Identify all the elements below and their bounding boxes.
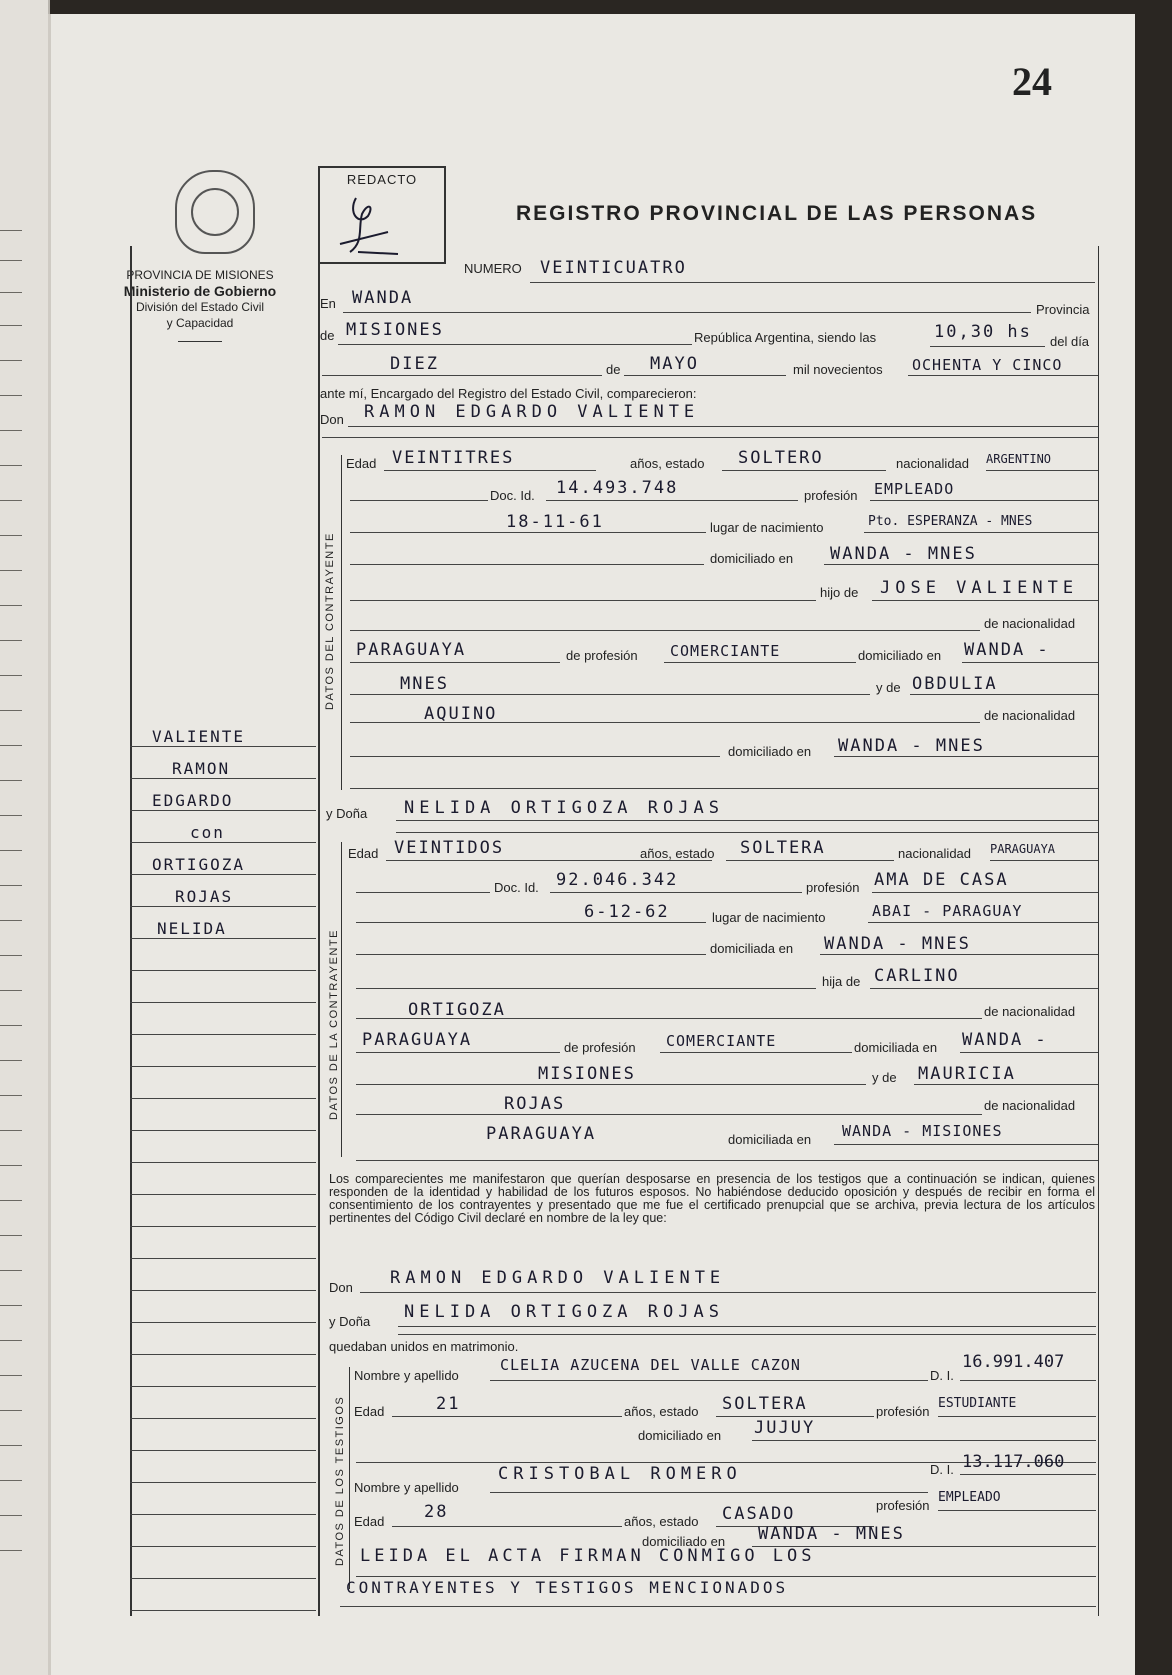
rule bbox=[396, 820, 1098, 821]
nota-linea-2: CONTRAYENTES Y TESTIGOS MENCIONADOS bbox=[346, 1578, 789, 1597]
contrayenta-madre: MAURICIA bbox=[918, 1064, 1016, 1084]
label-edad-t2: Edad bbox=[354, 1514, 385, 1529]
margin-note-line: RAMON bbox=[172, 759, 231, 778]
label-edad-2: Edad bbox=[348, 846, 379, 861]
margin-note-line: NELIDA bbox=[157, 919, 227, 938]
rule bbox=[356, 988, 816, 989]
rule bbox=[490, 1492, 928, 1493]
testigo2-domicilio: WANDA - MNES bbox=[758, 1524, 905, 1544]
testigo2-estado: CASADO bbox=[722, 1504, 796, 1524]
provincial-seal-icon bbox=[175, 170, 255, 254]
rule bbox=[356, 1114, 982, 1115]
rule bbox=[398, 1334, 1096, 1335]
acta-dia: DIEZ bbox=[390, 354, 439, 374]
section-label-testigos: DATOS DE LOS TESTIGOS bbox=[334, 1395, 346, 1566]
margin-line bbox=[130, 874, 316, 875]
page-number: 24 bbox=[1012, 59, 1052, 104]
rule bbox=[360, 1292, 1096, 1293]
contrayenta-profesion: AMA DE CASA bbox=[874, 870, 1009, 890]
contrayenta-padre2: ORTIGOZA bbox=[408, 1000, 506, 1020]
rule bbox=[350, 630, 980, 631]
contrayenta-fecha-nac: 6-12-62 bbox=[584, 902, 670, 922]
contrayenta-edad: VEINTIDOS bbox=[394, 838, 505, 858]
margin-line bbox=[130, 1418, 316, 1419]
label-hijo: hijo de bbox=[820, 585, 859, 600]
margin-line bbox=[130, 1130, 316, 1131]
register-title: REGISTRO PROVINCIAL DE LAS PERSONAS bbox=[516, 202, 1038, 225]
division-line-2: y Capacidad bbox=[166, 316, 234, 330]
contrayenta-domicilio: WANDA - MNES bbox=[824, 934, 971, 954]
contrayenta-padre-prof: COMERCIANTE bbox=[666, 1032, 777, 1050]
rule bbox=[868, 922, 1098, 923]
rule bbox=[624, 375, 786, 376]
label-di-2: D. I. bbox=[930, 1462, 954, 1477]
rule bbox=[930, 346, 1045, 347]
label-numero: NUMERO bbox=[464, 261, 522, 276]
testigo1-di: 16.991.407 bbox=[962, 1352, 1065, 1372]
label-lugar: lugar de nacimiento bbox=[710, 520, 824, 535]
contrayente-fecha-nac: 18-11-61 bbox=[506, 512, 604, 532]
rule bbox=[938, 1510, 1096, 1511]
rule bbox=[356, 954, 706, 955]
label-hija: hija de bbox=[822, 974, 861, 989]
ministry-name: Ministerio de Gobierno bbox=[123, 283, 277, 299]
redacto-stamp bbox=[318, 166, 446, 264]
label-domiciliado-en: domiciliado en bbox=[858, 648, 942, 663]
label-en: En bbox=[320, 296, 336, 311]
testigo1-estado: SOLTERA bbox=[722, 1394, 808, 1414]
declaration-paragraph: Los comparecientes me manifestaron que querían desposarse en presencia de los testigos que a continuación se indican, quienes responden de la identidad y habilidad de los futuros esposos. No habiéndose deducido oposición y después de recibir en forma el consentimiento de los contrayentes y presentado que me fue el certificado prenupcial que se archiva, previa lectura de los artículos pertinentes del Código Civil declaré en nombre de la ley que: bbox=[329, 1172, 1095, 1225]
label-y-de: y de bbox=[876, 680, 901, 695]
testigo1-domicilio: JUJUY bbox=[754, 1418, 816, 1438]
contrayente-madre: OBDULIA bbox=[912, 674, 998, 694]
contrayente-madre2: AQUINO bbox=[424, 704, 498, 724]
contrayente-nacionalidad: ARGENTINO bbox=[986, 452, 1052, 466]
margin-line bbox=[130, 1034, 316, 1035]
margin-line bbox=[130, 1546, 316, 1547]
label-edad: Edad bbox=[346, 456, 377, 471]
rule bbox=[350, 662, 560, 663]
label-profesion-t1: profesión bbox=[876, 1404, 930, 1419]
testigos-box-line bbox=[349, 1367, 350, 1589]
margin-line bbox=[130, 842, 316, 843]
province-name: PROVINCIA DE MISIONES bbox=[126, 268, 274, 282]
rule bbox=[960, 1474, 1096, 1475]
testigo1-edad: 21 bbox=[436, 1394, 461, 1414]
acta-mes: MAYO bbox=[650, 354, 699, 374]
nota-linea-1: LEIDA EL ACTA FIRMAN CONMIGO LOS bbox=[360, 1546, 816, 1566]
contrayenta-padre-dom: WANDA - bbox=[962, 1030, 1048, 1050]
margin-line bbox=[130, 938, 316, 939]
margin-note-line: VALIENTE bbox=[152, 727, 246, 746]
rule bbox=[356, 1160, 1098, 1161]
testigo2-edad: 28 bbox=[424, 1502, 449, 1522]
margin-note-line: con bbox=[190, 823, 225, 842]
rule bbox=[834, 1144, 1098, 1145]
contrayente-nombre: RAMON EDGARDO VALIENTE bbox=[364, 402, 700, 422]
rule bbox=[962, 662, 1098, 663]
label-del-dia: del día bbox=[1050, 334, 1090, 349]
declaracion-don: RAMON EDGARDO VALIENTE bbox=[390, 1268, 726, 1288]
rule bbox=[340, 1606, 1096, 1607]
label-domiciliada: domiciliada en bbox=[710, 941, 794, 956]
rule bbox=[910, 694, 1098, 695]
margin-line bbox=[130, 970, 316, 971]
label-dona: y Doña bbox=[326, 806, 368, 821]
rule bbox=[986, 470, 1098, 471]
acta-hora: 10,30 hs bbox=[934, 322, 1032, 342]
contrayente-box-line bbox=[341, 455, 342, 790]
margin-line bbox=[130, 906, 316, 907]
margin-line bbox=[130, 1258, 316, 1259]
label-domiciliada-madre: domiciliada en bbox=[728, 1132, 812, 1147]
label-provincia: Provincia bbox=[1036, 302, 1090, 317]
label-edad-t1: Edad bbox=[354, 1404, 385, 1419]
label-anos-estado: años, estado bbox=[630, 456, 705, 471]
rule bbox=[546, 500, 798, 501]
label-ante: ante mí, Encargado del Registro del Estado Civil, comparecieron: bbox=[320, 386, 697, 401]
testigo2-profesion: EMPLEADO bbox=[938, 1490, 1001, 1505]
label-anos-estado-2: años, estado bbox=[640, 846, 715, 861]
rule bbox=[908, 375, 1098, 376]
contrayenta-padre: CARLINO bbox=[874, 966, 960, 986]
rule bbox=[350, 694, 870, 695]
contrayenta-lugar-nac: ABAI - PARAGUAY bbox=[872, 902, 1023, 920]
rule bbox=[356, 1084, 866, 1085]
rule bbox=[322, 437, 1098, 438]
label-de-mes: de bbox=[606, 362, 621, 377]
label-profesion-2: profesión bbox=[806, 880, 860, 895]
declaracion-dona: NELIDA ORTIGOZA ROJAS bbox=[404, 1302, 724, 1322]
label-de-nacionalidad-4: de nacionalidad bbox=[984, 1098, 1076, 1113]
contrayente-padre: JOSE VALIENTE bbox=[880, 578, 1079, 598]
label-domiciliada-en: domiciliada en bbox=[854, 1040, 938, 1055]
margin-line bbox=[130, 1194, 316, 1195]
margin-line bbox=[130, 1002, 316, 1003]
rule bbox=[960, 1380, 1096, 1381]
label-domiciliado: domiciliado en bbox=[710, 551, 794, 566]
rule bbox=[938, 1416, 1096, 1417]
rule bbox=[752, 1440, 1096, 1441]
acta-anio: OCHENTA Y CINCO bbox=[912, 356, 1063, 374]
contrayenta-padre-nac: PARAGUAYA bbox=[362, 1030, 473, 1050]
label-profesion-t2: profesión bbox=[876, 1498, 930, 1513]
acta-numero: VEINTICUATRO bbox=[540, 258, 687, 278]
section-label-contrayente: DATOS DEL CONTRAYENTE bbox=[324, 532, 336, 710]
contrayente-doc: 14.493.748 bbox=[556, 478, 679, 498]
testigo2-di: 13.117.060 bbox=[962, 1452, 1065, 1472]
rule bbox=[490, 1380, 928, 1381]
label-de-profesion: de profesión bbox=[566, 648, 638, 663]
label-nombre-apellido: Nombre y apellido bbox=[354, 1368, 459, 1383]
label-dona-2: y Doña bbox=[329, 1314, 371, 1329]
margin-line bbox=[130, 1610, 316, 1611]
rule bbox=[820, 954, 1098, 955]
contrayenta-estado: SOLTERA bbox=[740, 838, 826, 858]
rule bbox=[350, 532, 706, 533]
rule bbox=[343, 312, 1031, 313]
rule bbox=[960, 1052, 1098, 1053]
margin-note-line: ROJAS bbox=[175, 887, 234, 906]
label-nacionalidad-2: nacionalidad bbox=[898, 846, 972, 861]
rule bbox=[356, 922, 706, 923]
rule bbox=[722, 470, 886, 471]
label-republica: República Argentina, siendo las bbox=[694, 330, 877, 345]
contrayente-padre-nac: PARAGUAYA bbox=[356, 640, 467, 660]
rule bbox=[398, 1326, 1096, 1327]
rule bbox=[338, 344, 692, 345]
division-line-1: División del Estado Civil bbox=[135, 300, 265, 314]
rule bbox=[550, 892, 802, 893]
rule bbox=[322, 375, 602, 376]
testigo1-profesion: ESTUDIANTE bbox=[938, 1396, 1017, 1411]
acta-lugar: WANDA bbox=[352, 288, 414, 308]
label-don: Don bbox=[320, 412, 344, 427]
rule bbox=[350, 600, 816, 601]
rule bbox=[870, 500, 1098, 501]
margin-line bbox=[130, 1482, 316, 1483]
label-domiciliado-madre: domiciliado en bbox=[728, 744, 812, 759]
testigo1-nombre: CLELIA AZUCENA DEL VALLE CAZON bbox=[500, 1356, 801, 1374]
label-de-nacionalidad-3: de nacionalidad bbox=[984, 1004, 1076, 1019]
rule bbox=[914, 1084, 1098, 1085]
margin-line bbox=[130, 1162, 316, 1163]
acta-provincia: MISIONES bbox=[346, 320, 444, 340]
margin-line bbox=[130, 1354, 316, 1355]
label-domiciliado-t1: domiciliado en bbox=[638, 1428, 722, 1443]
rule bbox=[384, 470, 596, 471]
margin-line bbox=[130, 1450, 316, 1451]
contrayenta-box-line bbox=[341, 842, 342, 1157]
rule bbox=[664, 662, 856, 663]
margin-line bbox=[130, 810, 316, 811]
rule bbox=[824, 564, 1098, 565]
label-nacionalidad: nacionalidad bbox=[896, 456, 970, 471]
label-anos-estado-t1: años, estado bbox=[624, 1404, 699, 1419]
rule bbox=[396, 832, 1098, 833]
rule bbox=[356, 1576, 1096, 1577]
label-doc-2: Doc. Id. bbox=[494, 880, 539, 895]
rule bbox=[726, 860, 894, 861]
contrayente-lugar-nac: Pto. ESPERANZA - MNES bbox=[868, 514, 1033, 529]
rule bbox=[350, 564, 704, 565]
label-nombre-apellido-2: Nombre y apellido bbox=[354, 1480, 459, 1495]
margin-line bbox=[130, 1066, 316, 1067]
label-doc: Doc. Id. bbox=[490, 488, 535, 503]
label-don-2: Don bbox=[329, 1280, 353, 1295]
rule bbox=[348, 426, 1098, 427]
margin-line bbox=[130, 1290, 316, 1291]
rule bbox=[660, 1052, 852, 1053]
rule bbox=[350, 500, 488, 501]
margin-line bbox=[130, 746, 316, 747]
right-border bbox=[1098, 246, 1099, 1616]
rule bbox=[356, 1052, 560, 1053]
rule bbox=[716, 1416, 874, 1417]
contrayente-edad: VEINTITRES bbox=[392, 448, 515, 468]
label-de-profesion-2: de profesión bbox=[564, 1040, 636, 1055]
margin-note-line: EDGARDO bbox=[152, 791, 234, 810]
testigo2-nombre: CRISTOBAL ROMERO bbox=[498, 1464, 742, 1484]
contrayenta-padre-dom2: MISIONES bbox=[538, 1064, 636, 1084]
rule bbox=[872, 600, 1098, 601]
contrayente-estado: SOLTERO bbox=[738, 448, 824, 468]
margin-line bbox=[130, 1386, 316, 1387]
label-de-nacionalidad: de nacionalidad bbox=[984, 616, 1076, 631]
rule bbox=[356, 892, 490, 893]
rule bbox=[530, 282, 1095, 283]
label-y-de-2: y de bbox=[872, 1070, 897, 1085]
label-lugar-2: lugar de nacimiento bbox=[712, 910, 826, 925]
label-anos-estado-t2: años, estado bbox=[624, 1514, 699, 1529]
contrayente-padre-dom2: MNES bbox=[400, 674, 449, 694]
contrayenta-nacionalidad: PARAGUAYA bbox=[990, 842, 1056, 856]
margin-line bbox=[130, 1322, 316, 1323]
contrayenta-madre-dom: WANDA - MISIONES bbox=[842, 1122, 1003, 1140]
section-label-contrayenta: DATOS DE LA CONTRAYENTE bbox=[328, 929, 340, 1120]
label-di: D. I. bbox=[930, 1368, 954, 1383]
label-de-nacionalidad-2: de nacionalidad bbox=[984, 708, 1076, 723]
rule bbox=[990, 860, 1098, 861]
contrayenta-madre-nac: PARAGUAYA bbox=[486, 1124, 597, 1144]
book-spine bbox=[0, 0, 50, 1675]
contrayente-madre-dom: WANDA - MNES bbox=[838, 736, 985, 756]
margin-line bbox=[130, 1098, 316, 1099]
label-domiciliado-t2: domiciliado en bbox=[642, 1534, 726, 1549]
rule bbox=[834, 756, 1098, 757]
initials-signature-icon bbox=[328, 192, 428, 258]
contrayente-padre-prof: COMERCIANTE bbox=[670, 642, 781, 660]
contrayente-profesion: EMPLEADO bbox=[874, 480, 955, 498]
rule bbox=[350, 756, 720, 757]
margin-line bbox=[130, 1514, 316, 1515]
contrayenta-nombre: NELIDA ORTIGOZA ROJAS bbox=[404, 798, 724, 818]
rule bbox=[864, 532, 1098, 533]
stamp-label: REDACTO bbox=[346, 172, 418, 187]
contrayenta-madre2: ROJAS bbox=[504, 1094, 566, 1114]
label-profesion: profesión bbox=[804, 488, 858, 503]
margin-line bbox=[130, 1578, 316, 1579]
margin-note-line: ORTIGOZA bbox=[152, 855, 246, 874]
margin-line bbox=[130, 778, 316, 779]
contrayente-domicilio: WANDA - MNES bbox=[830, 544, 977, 564]
label-quedaban: quedaban unidos en matrimonio. bbox=[329, 1339, 519, 1354]
label-de: de bbox=[320, 328, 335, 343]
label-mil: mil novecientos bbox=[793, 362, 883, 377]
rule bbox=[350, 788, 1098, 789]
rule bbox=[392, 1416, 622, 1417]
rule bbox=[872, 892, 1098, 893]
margin-line bbox=[130, 1226, 316, 1227]
rule bbox=[870, 988, 1098, 989]
contrayente-padre-dom: WANDA - bbox=[964, 640, 1050, 660]
rule bbox=[392, 1526, 622, 1527]
contrayenta-doc: 92.046.342 bbox=[556, 870, 679, 890]
